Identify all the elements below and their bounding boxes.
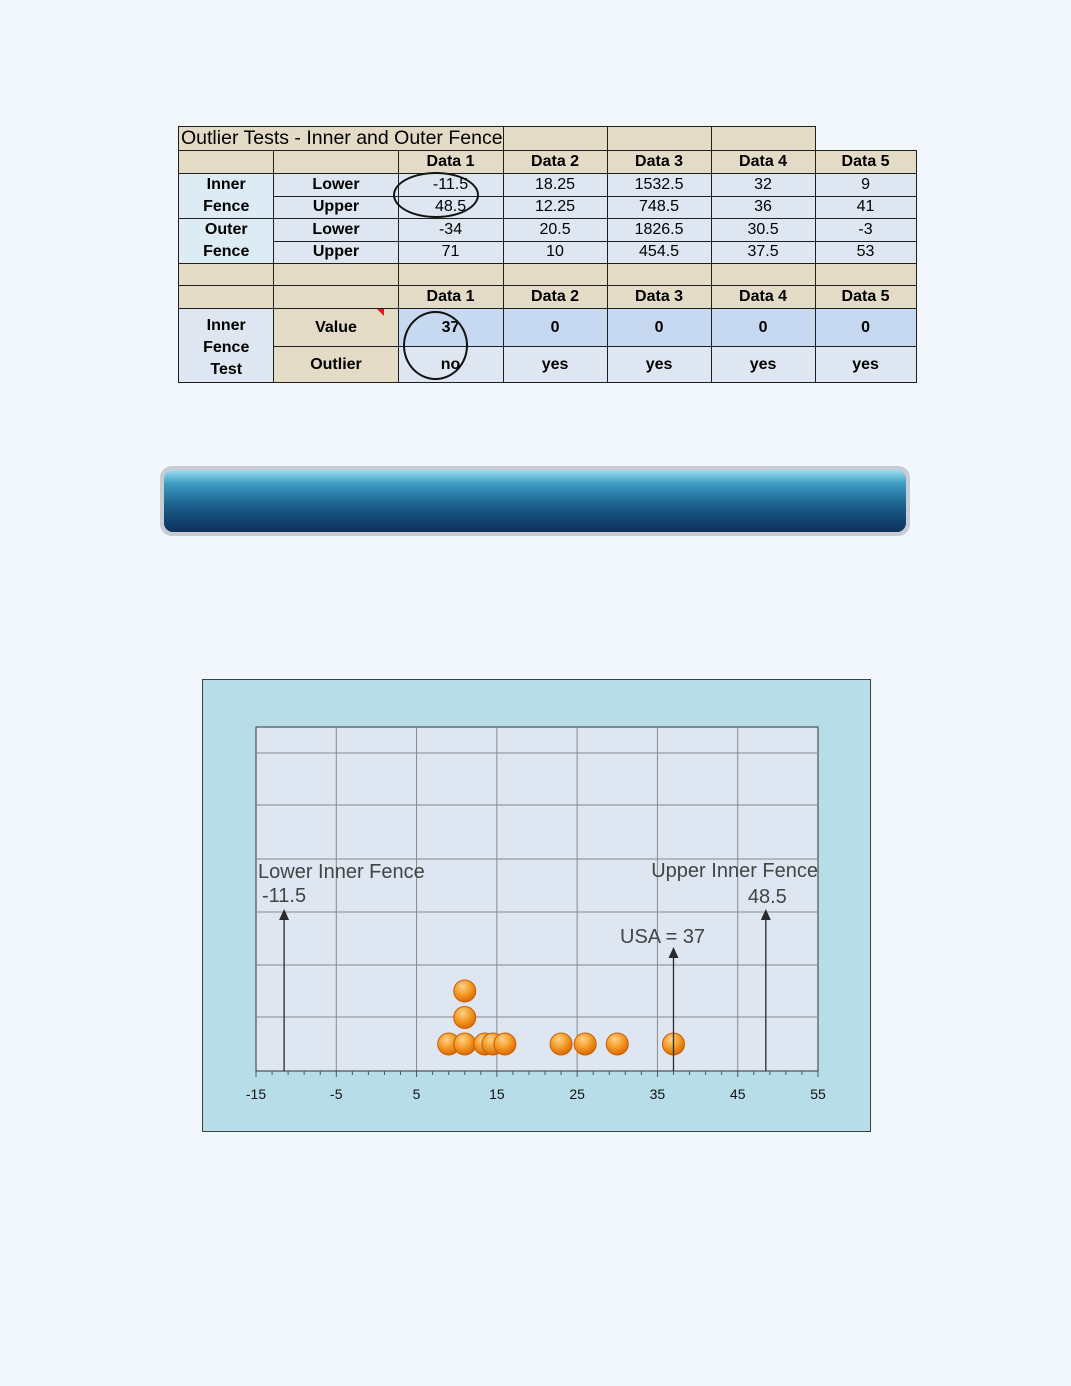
outer-lower-cell: 30.5	[711, 219, 815, 242]
outer-lower-cell: 20.5	[503, 219, 607, 242]
outlier-label: Outlier	[274, 347, 398, 383]
comment-indicator	[377, 309, 384, 316]
upper-fence-value: 48.5	[747, 886, 787, 908]
inner-lower-cell: 18.25	[503, 174, 607, 197]
inner-lower-cell: 32	[711, 174, 815, 197]
x-tick-label: -5	[330, 1086, 343, 1102]
outlier-cell: yes	[503, 347, 607, 383]
header-data-3: Data 3	[607, 151, 711, 174]
outer-upper-cell: 37.5	[711, 241, 815, 264]
usa-label: USA = 37	[620, 926, 706, 948]
x-tick-label: 5	[412, 1086, 421, 1102]
banner-bar	[164, 470, 906, 532]
outer-upper-cell: 53	[815, 241, 916, 264]
outer-lower-cell: -34	[398, 219, 503, 242]
x-tick-label: 45	[729, 1086, 746, 1102]
data-point	[454, 1007, 476, 1029]
x-tick-label: 55	[810, 1086, 826, 1102]
dot-plot	[202, 679, 871, 1132]
data-point	[494, 1033, 516, 1055]
outer-fence-label: Outer Fence	[179, 219, 274, 264]
value-cell: 0	[607, 309, 711, 347]
data-point	[454, 980, 476, 1002]
value-label: Value	[274, 309, 398, 347]
header-data-1: Data 1	[398, 151, 503, 174]
header-data-2: Data 2	[503, 151, 607, 174]
inner-upper-cell: 48.5	[398, 196, 503, 219]
table-title: Outlier Tests - Inner and Outer Fence	[179, 127, 504, 151]
header-data-4: Data 4	[711, 286, 815, 309]
outer-upper-cell: 454.5	[607, 241, 711, 264]
value-cell: 0	[503, 309, 607, 347]
value-cell: 37	[398, 309, 503, 347]
x-tick-label: -15	[245, 1086, 267, 1102]
inner-lower-label: Lower	[274, 174, 398, 197]
data-point	[550, 1033, 572, 1055]
outlier-cell: yes	[711, 347, 815, 383]
data-point	[454, 1033, 476, 1055]
data-point	[606, 1033, 628, 1055]
outlier-cell: no	[398, 347, 503, 383]
outlier-cell: yes	[815, 347, 916, 383]
inner-lower-cell: -11.5	[398, 174, 503, 197]
plot-area	[256, 727, 818, 1071]
outlier-cell: yes	[607, 347, 711, 383]
upper-fence-label: Upper Inner Fence	[651, 860, 818, 882]
x-tick-label: 35	[649, 1086, 666, 1102]
inner-upper-cell: 41	[815, 196, 916, 219]
header-data-3: Data 3	[607, 286, 711, 309]
inner-upper-cell: 36	[711, 196, 815, 219]
inner-fence-label: Inner Fence	[179, 174, 274, 219]
outer-upper-label: Upper	[274, 241, 398, 264]
header-data-1: Data 1	[398, 286, 503, 309]
lower-fence-label: Lower Inner Fence	[258, 861, 425, 883]
outer-lower-label: Lower	[274, 219, 398, 242]
lower-fence-value: -11.5	[262, 885, 307, 907]
data-point	[574, 1033, 596, 1055]
value-cell: 0	[815, 309, 916, 347]
inner-upper-cell: 12.25	[503, 196, 607, 219]
x-tick-label: 15	[489, 1086, 505, 1102]
header-data-5: Data 5	[815, 286, 916, 309]
inner-upper-label: Upper	[274, 196, 398, 219]
header-data-2: Data 2	[503, 286, 607, 309]
outer-upper-cell: 10	[503, 241, 607, 264]
inner-fence-test-label: Inner Fence Test	[179, 309, 274, 383]
outer-lower-cell: 1826.5	[607, 219, 711, 242]
outer-upper-cell: 71	[398, 241, 503, 264]
inner-lower-cell: 9	[815, 174, 916, 197]
dot-plot-svg	[203, 680, 872, 1133]
inner-upper-cell: 748.5	[607, 196, 711, 219]
header-data-5: Data 5	[815, 151, 916, 174]
x-tick-label: 25	[569, 1086, 585, 1102]
outer-lower-cell: -3	[815, 219, 916, 242]
value-cell: 0	[711, 309, 815, 347]
inner-lower-cell: 1532.5	[607, 174, 711, 197]
outlier-table	[178, 126, 917, 383]
header-data-4: Data 4	[711, 151, 815, 174]
section-banner	[160, 466, 910, 536]
